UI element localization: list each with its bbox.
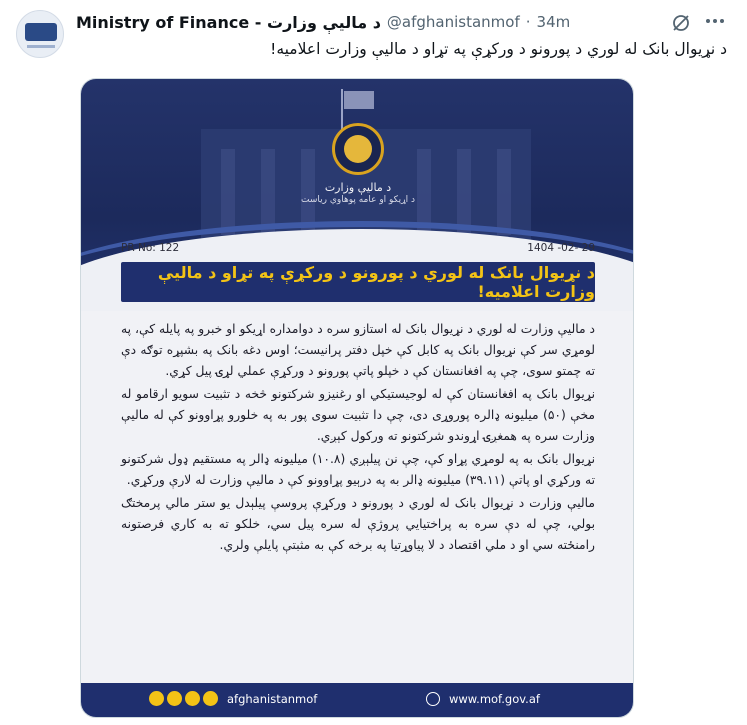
release-title: د نړيوال بانک له لوري د پورونو د ورکړې په تړاو د ماليې وزارت اعلاميه! — [121, 262, 595, 302]
facebook-icon — [149, 691, 164, 706]
grok-icon[interactable] — [670, 12, 692, 34]
pr-date: 1404 -02- 29 — [527, 242, 595, 254]
twitter-icon — [203, 691, 218, 706]
ministry-seal-icon — [332, 123, 384, 175]
youtube-icon — [185, 691, 200, 706]
display-name[interactable]: Ministry of Finance - د ماليې وزارت — [76, 12, 381, 32]
globe-icon — [426, 692, 440, 706]
paragraph: نړيوال بانک په افغانستان کې له لوجيستيکي او رغنيزو شرکتونو څخه د تثبيت سويو ارقامو له مخې (۵۰) ميليونه ډالره پوروړی دی، چې دا تثبيت سوی پور به په خلورو پړاوونو کې له ماليې وزارت سره په همغږۍ اړوندو شرکتونو ته ورکول کېږي. — [121, 387, 596, 443]
tweet-text: د نړيوال بانک له لوري د پورونو د ورکړې په تړاو د ماليې وزارت اعلاميه! — [270, 40, 727, 58]
paragraph: نړيوال بانک به په لومړي پړاو کې، چې نن پيلېږي (۱۰.۸) ميليونه ډالر په مستقيم ډول شرکتونو ته ورکړي او پاتې (۳۹.۱۱) ميليونه ډالر به په درېيو پړاوونو کې د ماليې وزارت له لارې ورکړي. — [121, 452, 595, 487]
avatar[interactable] — [16, 10, 64, 58]
card-footer — [81, 683, 634, 717]
flag-icon — [344, 91, 374, 109]
timestamp[interactable]: 34m — [536, 13, 571, 31]
pr-number: PR No: 122 — [121, 242, 180, 254]
logo-emblem — [25, 23, 57, 41]
pr-info-bar — [121, 242, 595, 256]
footer-handle: afghanistanmof — [227, 692, 318, 706]
release-body — [121, 319, 595, 558]
logo-bar — [27, 45, 55, 48]
social-icons — [149, 691, 218, 706]
user-handle[interactable]: @afghanistanmof — [386, 13, 520, 31]
instagram-icon — [167, 691, 182, 706]
tweet-header — [76, 10, 570, 34]
paragraph: ماليې وزارت د نړيوال بانک له لوري د پورونو د ورکړې پروسې پيلېدل يو ستر مالي پرمختګ بولي، چې له دې سره به پراختيايي پروژې له سره پيل سي، خلکو ته به کاري فرصتونه رامنځته سي او د ملي اقتصاد د لا پياوړتيا په برخه کې به مثبتې پايلې ولري. — [121, 496, 595, 552]
paragraph: د ماليې وزارت له لوري د نړيوال بانک له استازو سره د دوامداره اړيکو او خبرو په پايله کې، په لومړي سر کې نړيوال بانک په کابل کې خپل دفتر پرانيست؛ اوس دغه بانک په بشپړه توګه دې ته چمتو سوی، چې په افغانستان کې د خپلو پاتې پورونو د ورکړې عملي لړۍ پيل کړي. — [121, 322, 595, 378]
more-icon[interactable] — [704, 10, 726, 32]
org-name: د ماليې وزارت — [324, 181, 392, 194]
org-subtitle: د اړيکو او عامه پوهاوي رياست — [300, 195, 416, 205]
press-release-image[interactable] — [80, 78, 634, 718]
footer-website: www.mof.gov.af — [449, 692, 540, 706]
separator-dot: · — [525, 13, 531, 31]
